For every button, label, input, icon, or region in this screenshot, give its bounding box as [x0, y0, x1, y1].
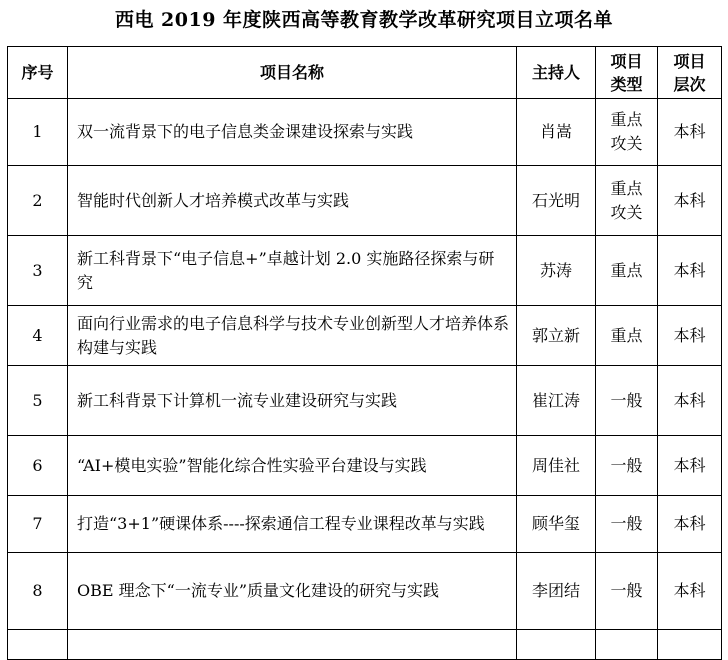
- cell-project-level: 本科: [658, 436, 722, 496]
- cell-leader: 郭立新: [517, 306, 596, 366]
- table-row: [8, 306, 722, 366]
- cell-leader: 肖嵩: [517, 99, 596, 166]
- cell-project-level: 本科: [658, 553, 722, 630]
- cell-no: 2: [8, 166, 68, 236]
- table-row: [8, 99, 722, 166]
- cell-project-name: 双一流背景下的电子信息类金课建设探索与实践: [68, 99, 517, 166]
- header-project-name: 项目名称: [68, 47, 517, 99]
- cell-project-name: 新工科背景下“电子信息+”卓越计划 2.0 实施路径探索与研究: [68, 236, 517, 306]
- table-row: [8, 166, 722, 236]
- cell-no: 7: [8, 496, 68, 553]
- cell-empty: [68, 630, 517, 660]
- table-row: [8, 496, 722, 553]
- header-level-line1: 项目: [673, 51, 706, 71]
- cell-project-type: [596, 166, 658, 236]
- cell-project-type: [596, 99, 658, 166]
- type-line1: 重点: [610, 178, 643, 198]
- header-type-line1: 项目: [610, 51, 643, 71]
- document-title: 西电 2019 年度陕西高等教育教学改革研究项目立项名单: [114, 9, 614, 31]
- cell-project-type: [596, 366, 658, 436]
- cell-project-name: 智能时代创新人才培养模式改革与实践: [68, 166, 517, 236]
- cell-leader: 李团结: [517, 553, 596, 630]
- cell-project-name: 打造“3+1”硬课体系----探索通信工程专业课程改革与实践: [68, 496, 517, 553]
- cell-leader: 石光明: [517, 166, 596, 236]
- table-row-partial: [8, 630, 722, 660]
- header-leader: 主持人: [517, 47, 596, 99]
- project-list-table: [7, 46, 722, 660]
- cell-no: 8: [8, 553, 68, 630]
- cell-leader: 顾华玺: [517, 496, 596, 553]
- cell-leader: 崔江涛: [517, 366, 596, 436]
- table-row: [8, 553, 722, 630]
- type-line1: 一般: [610, 455, 643, 475]
- cell-leader: 苏涛: [517, 236, 596, 306]
- cell-empty: [517, 630, 596, 660]
- cell-no: 6: [8, 436, 68, 496]
- type-line2: 攻关: [610, 134, 643, 153]
- table-row: [8, 236, 722, 306]
- header-project-type: [596, 47, 658, 99]
- cell-empty: [8, 630, 68, 660]
- table-row: [8, 436, 722, 496]
- cell-project-type: [596, 236, 658, 306]
- cell-project-type: [596, 306, 658, 366]
- cell-project-level: 本科: [658, 166, 722, 236]
- cell-project-type: [596, 553, 658, 630]
- type-line1: 重点: [610, 110, 643, 129]
- cell-project-name: 面向行业需求的电子信息科学与技术专业创新型人才培养体系构建与实践: [68, 306, 517, 366]
- cell-project-level: 本科: [658, 496, 722, 553]
- cell-leader: 周佳社: [517, 436, 596, 496]
- header-level-line2: 层次: [673, 74, 706, 94]
- cell-project-type: [596, 436, 658, 496]
- type-line1: 重点: [610, 325, 643, 345]
- cell-project-name: 新工科背景下计算机一流专业建设研究与实践: [68, 366, 517, 436]
- type-line1: 一般: [610, 390, 643, 410]
- header-type-line2: 类型: [610, 74, 643, 94]
- cell-empty: [596, 630, 658, 660]
- table-header-row: [8, 47, 722, 99]
- type-line1: 一般: [610, 581, 643, 600]
- cell-project-level: 本科: [658, 99, 722, 166]
- type-line2: 攻关: [610, 202, 643, 222]
- type-line1: 一般: [610, 514, 643, 533]
- cell-project-level: 本科: [658, 236, 722, 306]
- cell-empty: [658, 630, 722, 660]
- cell-project-level: 本科: [658, 366, 722, 436]
- cell-project-name: “AI+模电实验”智能化综合性实验平台建设与实践: [68, 436, 517, 496]
- header-project-level: [658, 47, 722, 99]
- cell-no: 4: [8, 306, 68, 366]
- table-row: [8, 366, 722, 436]
- cell-project-type: [596, 496, 658, 553]
- cell-project-name: OBE 理念下“一流专业”质量文化建设的研究与实践: [68, 553, 517, 630]
- cell-no: 3: [8, 236, 68, 306]
- type-line1: 重点: [610, 260, 643, 280]
- header-no: 序号: [8, 47, 68, 99]
- cell-no: 5: [8, 366, 68, 436]
- cell-no: 1: [8, 99, 68, 166]
- cell-project-level: 本科: [658, 306, 722, 366]
